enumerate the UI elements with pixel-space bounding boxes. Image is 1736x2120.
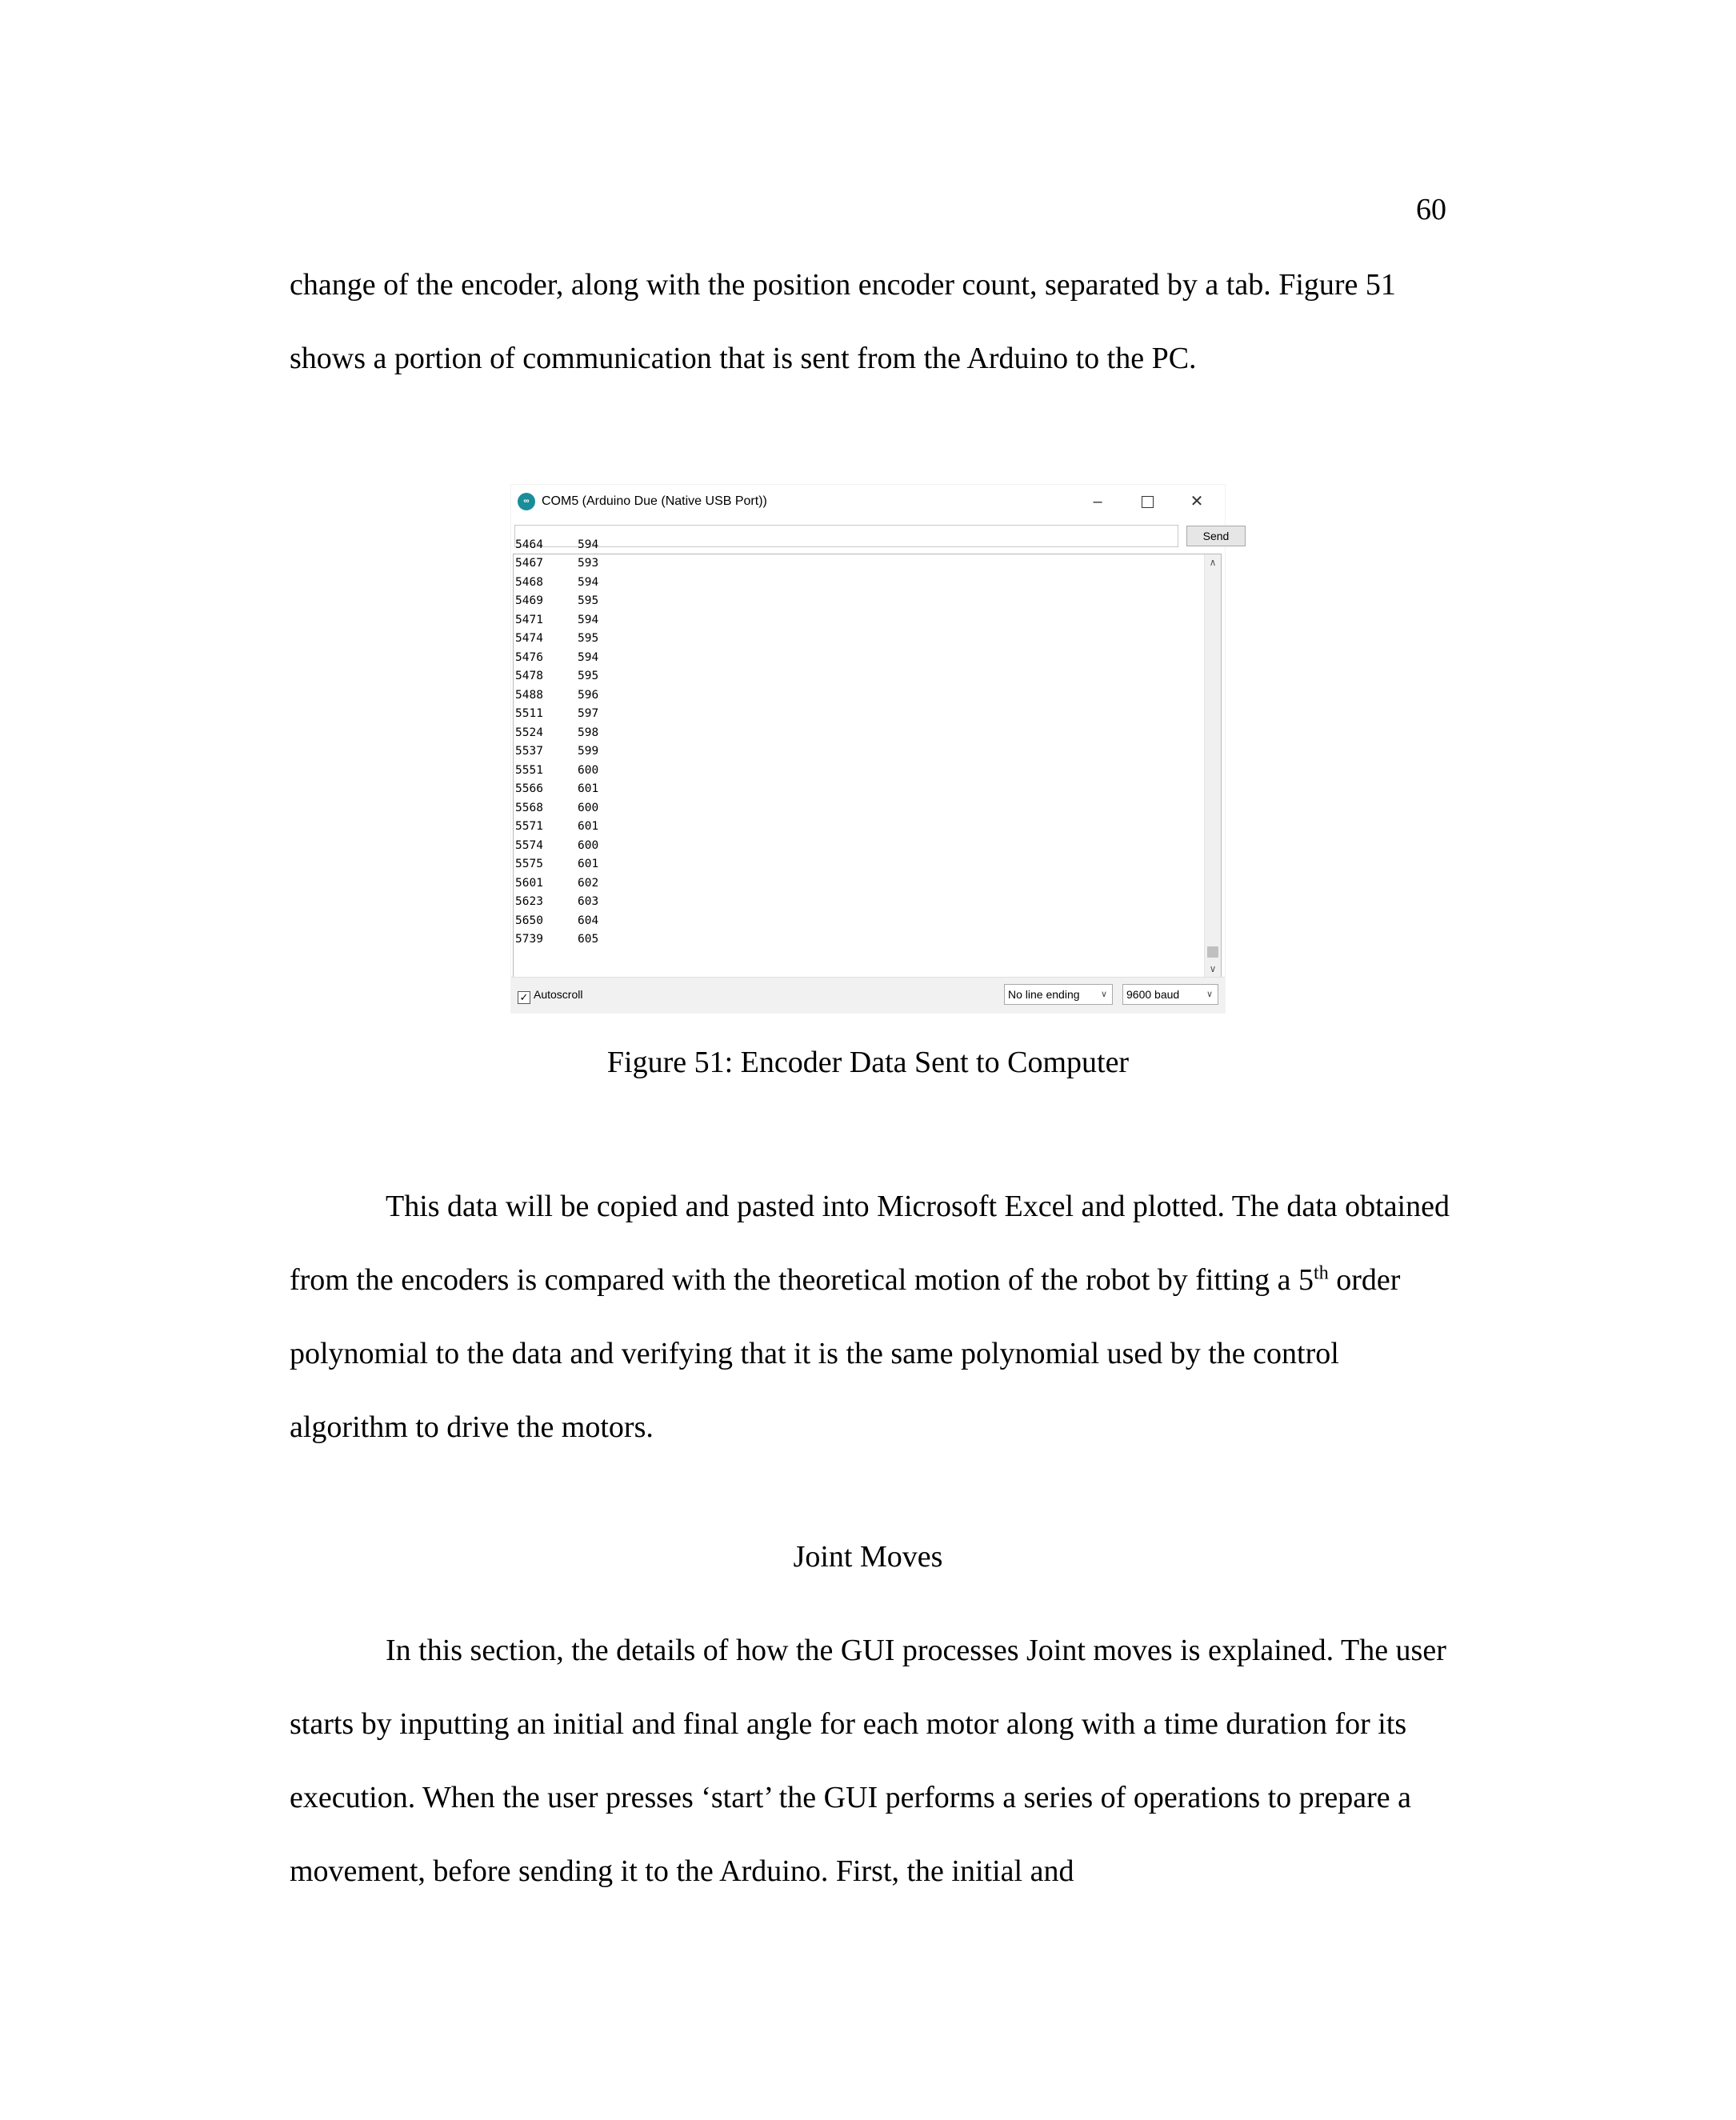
output-row [514,893,598,912]
superscript: th [1314,1262,1329,1284]
output-row [514,554,598,574]
time-value: 5623 [515,895,543,908]
output-row [514,574,598,593]
count-value: 601 [578,820,599,833]
count-value: 602 [578,876,599,890]
time-value: 5467 [515,557,543,570]
time-value: 5478 [515,670,543,682]
maximize-icon[interactable] [1135,490,1159,514]
output-row [514,855,598,874]
time-value: 5571 [515,820,543,833]
count-value: 594 [578,575,599,589]
time-value: 5469 [515,594,543,607]
output-row [514,592,598,611]
scroll-down-icon[interactable]: ∨ [1209,963,1217,974]
count-value: 600 [578,801,599,814]
output-lines [514,536,598,950]
send-button[interactable]: Send [1186,526,1246,546]
count-value: 603 [578,895,599,908]
time-value: 5551 [515,763,543,777]
paragraph-joint-moves: In this section, the details of how the GUI processes Joint moves is explained. The user starts by inputting an initial and final angle for each motor along with a time duration for its execution. When the user presses ‘start’ the GUI performs a series of operations to prepare a movement, before sending it to the Arduino. First, the initial and [290,1634,1446,1888]
autoscroll-option[interactable] [518,986,582,1004]
output-row [514,762,598,781]
time-value: 5488 [515,688,543,702]
output-row [514,686,598,706]
scroll-thumb[interactable] [1207,946,1218,958]
chevron-down-icon: ∨ [1100,990,1107,999]
autoscroll-label: Autoscroll [534,988,583,1001]
output-row [514,818,598,837]
vertical-scrollbar[interactable] [1204,554,1221,977]
serial-monitor-window [510,484,1230,1014]
output-row [514,630,598,649]
time-value: 5566 [515,782,543,795]
time-value: 5468 [515,575,543,589]
section-heading: Joint Moves [793,1540,943,1574]
window-titlebar [511,485,1225,520]
output-row [514,799,598,818]
output-row [514,536,598,555]
count-value: 595 [578,594,599,607]
time-value: 5575 [515,858,543,870]
close-icon[interactable]: ✕ [1190,493,1204,510]
output-row [514,930,598,950]
autoscroll-checkbox[interactable]: ✓ [518,991,530,1004]
output-row [514,649,598,668]
time-value: 5601 [515,876,543,890]
count-value: 596 [578,688,599,702]
time-value: 5471 [515,613,543,626]
count-value: 598 [578,726,599,739]
time-value: 5464 [515,538,543,551]
count-value: 597 [578,707,599,720]
scroll-up-icon[interactable]: ∧ [1209,557,1217,568]
output-row [514,724,598,743]
page-number: 60 [1416,193,1446,226]
count-value: 601 [578,782,599,795]
baud-rate-value: 9600 baud [1126,988,1180,1001]
count-value: 593 [578,557,599,570]
count-value: 601 [578,858,599,870]
figure-caption: Figure 51: Encoder Data Sent to Computer [606,1046,1130,1079]
count-value: 599 [578,745,599,758]
serial-input[interactable] [514,525,1178,547]
count-value: 604 [578,914,599,927]
send-row [513,523,1230,550]
output-row [514,874,598,894]
time-value: 5739 [515,933,543,946]
output-row [514,611,598,630]
paragraph-text: This data will be copied and pasted into Microsoft Excel and plotted. The data obtained from the encoders is compared with the theoretical motion of the robot by fitting a 5 [290,1190,1450,1297]
count-value: 594 [578,613,599,626]
time-value: 5474 [515,632,543,645]
output-row [514,742,598,762]
count-value: 605 [578,933,599,946]
count-value: 600 [578,838,599,852]
paragraph-data-analysis [290,1170,1450,1464]
output-row [514,705,598,724]
output-row [514,780,598,799]
arduino-icon: ∞ [518,493,535,510]
count-value: 594 [578,650,599,664]
paragraph-intro: change of the encoder, along with the position encoder count, separated by a tab. Figure 51 shows a portion of communication that is sent from the Arduino to the PC. [290,268,1396,375]
time-value: 5650 [515,914,543,927]
count-value: 595 [578,632,599,645]
time-value: 5476 [515,650,543,664]
time-value: 5568 [515,801,543,814]
chevron-down-icon: ∨ [1206,990,1213,999]
monitor-footer [511,977,1225,1013]
count-value: 600 [578,763,599,777]
time-value: 5574 [515,838,543,852]
minimize-icon[interactable]: – [1093,493,1102,510]
count-value: 594 [578,538,599,551]
baud-rate-select[interactable] [1122,984,1218,1005]
output-row [514,667,598,686]
count-value: 595 [578,670,599,682]
line-ending-value: No line ending [1008,988,1080,1001]
line-ending-select[interactable] [1004,984,1113,1005]
window-title: COM5 (Arduino Due (Native USB Port)) [542,494,767,508]
serial-output[interactable] [513,538,1222,978]
time-value: 5511 [515,707,543,720]
time-value: 5524 [515,726,543,739]
output-row [514,912,598,931]
paragraph-text: order polynomial to the data and verifying that it is the same polynomial used by the control algorithm to drive the motors. [290,1263,1401,1444]
output-row [514,837,598,856]
time-value: 5537 [515,745,543,758]
